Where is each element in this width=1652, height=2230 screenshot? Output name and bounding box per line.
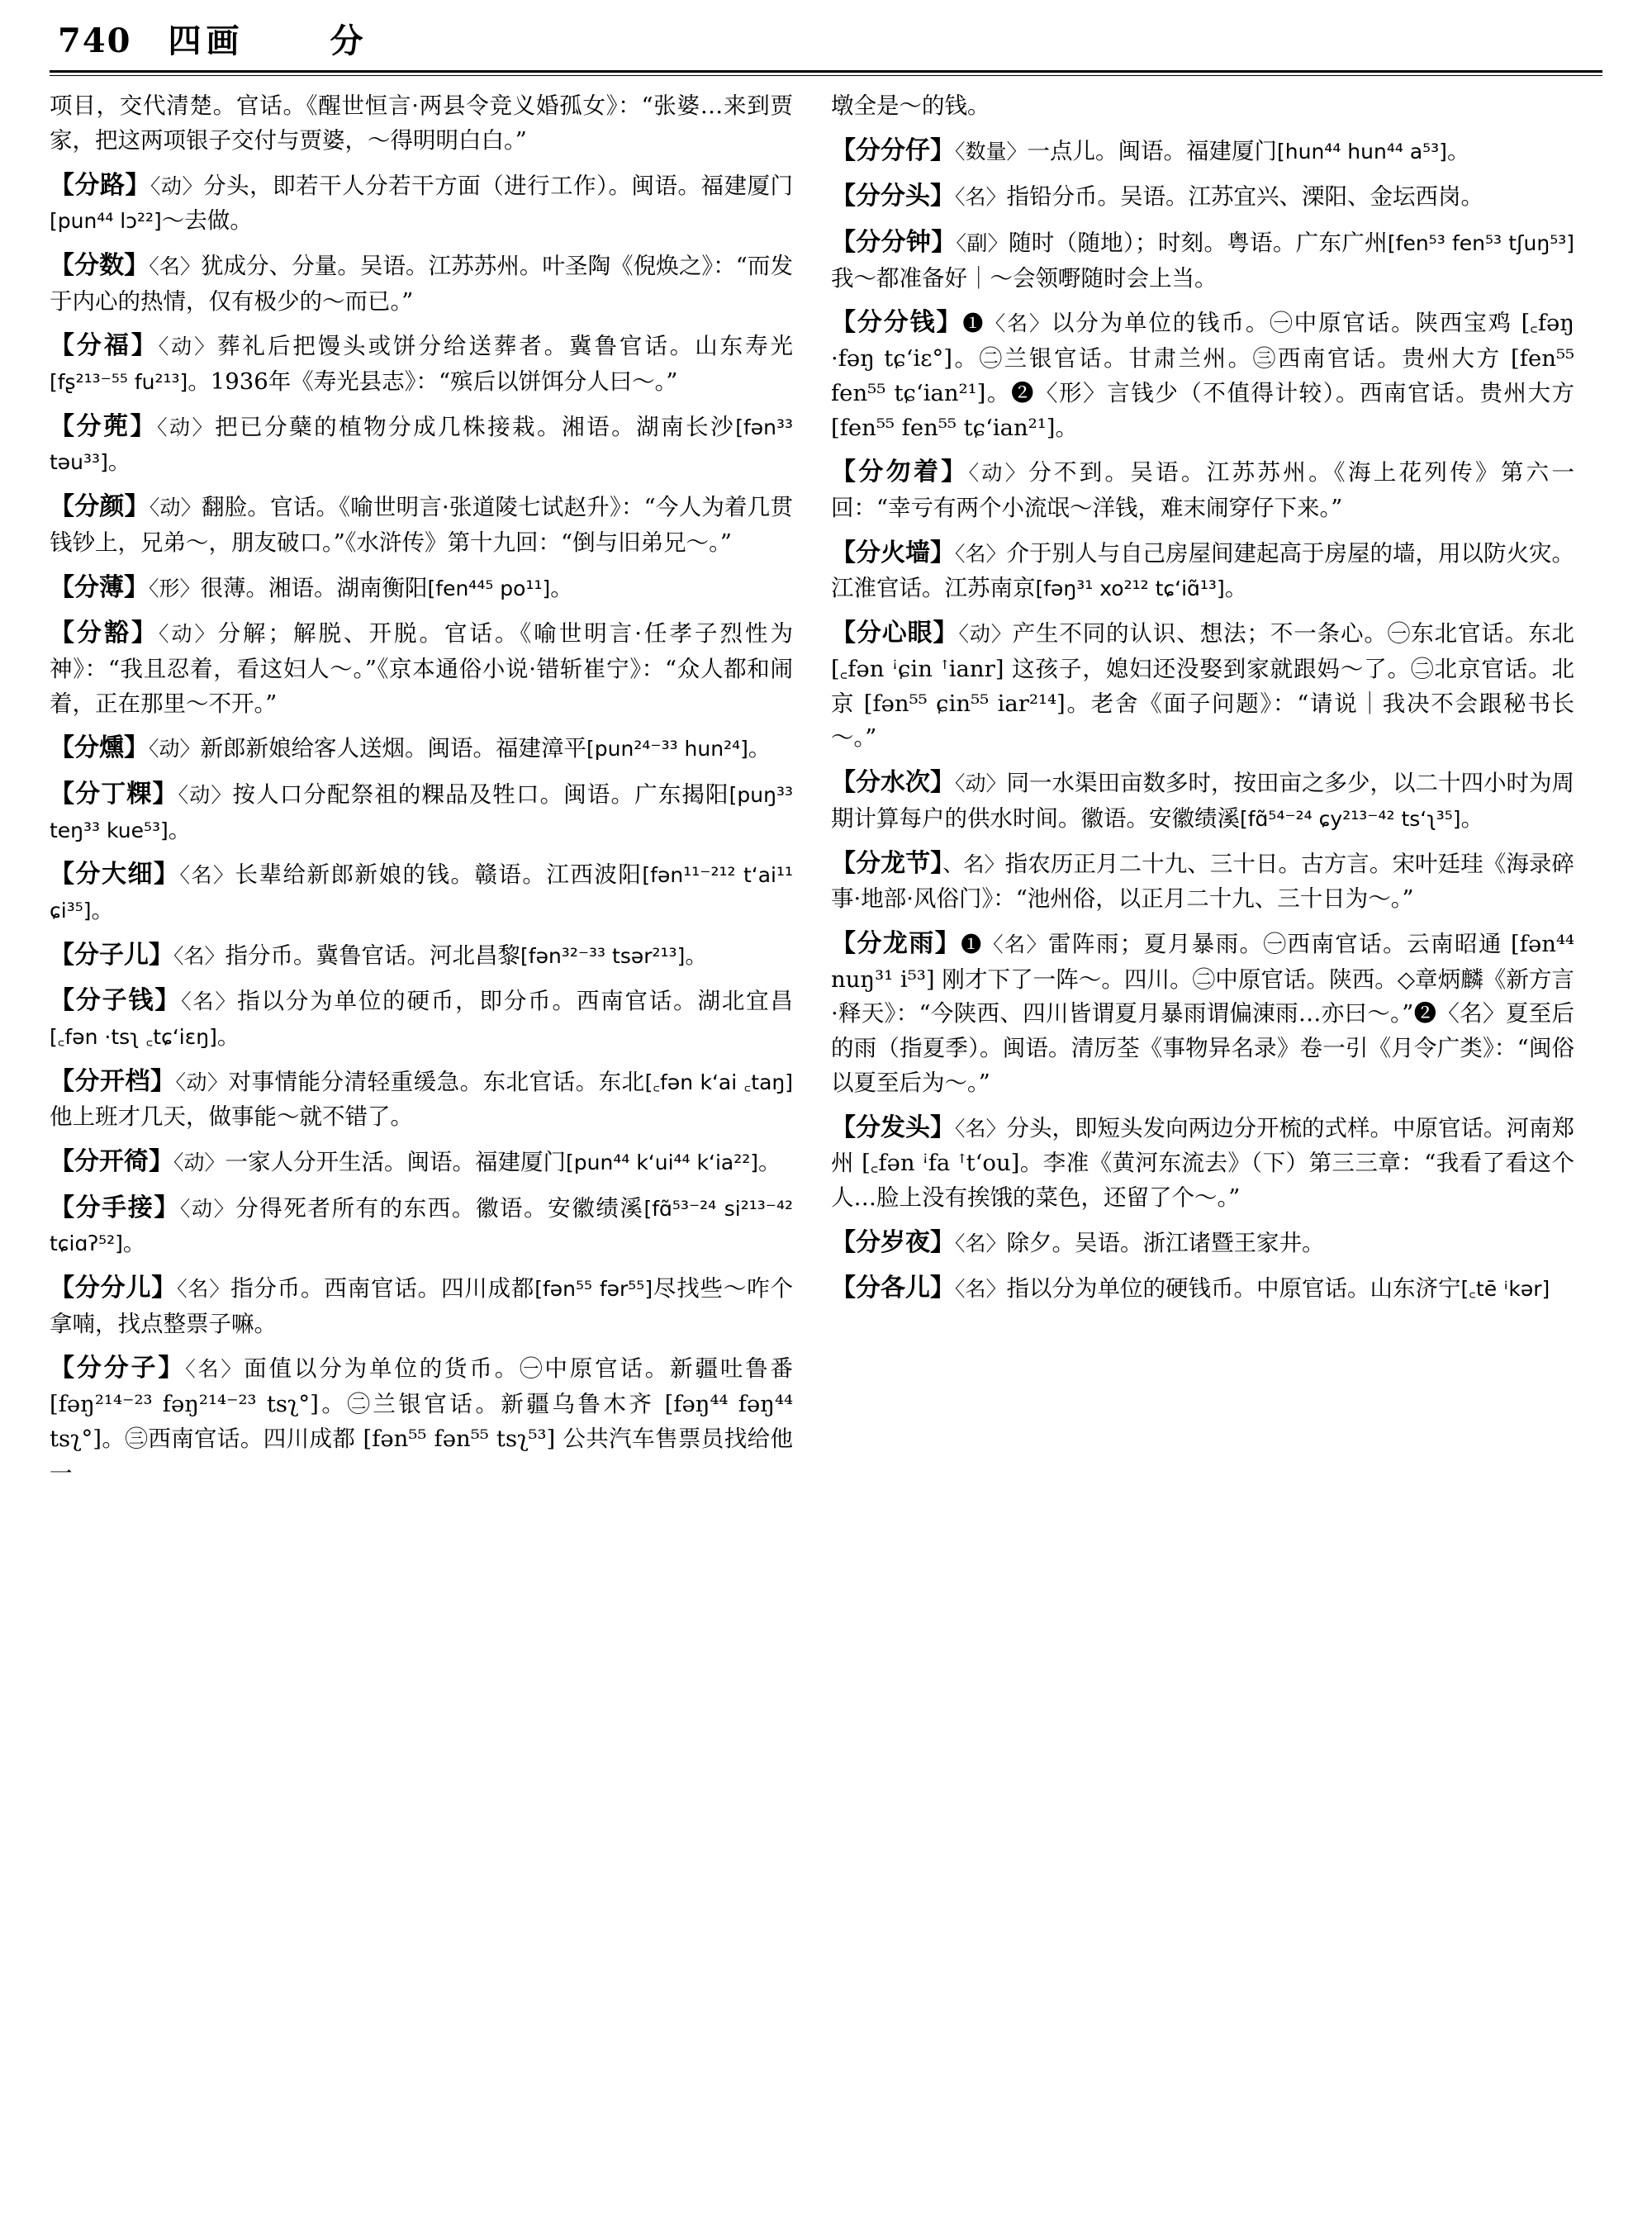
entry-ipa: [꜀fən ·tsʅ ꜀tɕʻiɛŋ]: [50, 1024, 217, 1049]
entry-pos: 〈动〉: [158, 334, 218, 359]
entry-pos: 〈动〉: [149, 496, 202, 520]
entry-headword: 【分颜】: [50, 492, 150, 522]
entry-pos: 、名〉: [942, 852, 1005, 876]
dictionary-entry: [50, 488, 793, 560]
entry-pos: 〈名〉: [185, 1357, 244, 1382]
entry-definition: 对事情能分清轻重缓急。东北官话。东北: [228, 1068, 645, 1095]
dictionary-entry: [50, 247, 793, 319]
entry-headword: 【分分儿】: [50, 1274, 178, 1303]
entry-pos: 〈动〉: [173, 1151, 225, 1175]
entry-definition: 新郎新娘给客人送烟。闽语。福建漳平: [200, 735, 587, 762]
entry-headword: 【分分子】: [50, 1354, 186, 1383]
entry-headword: 【分路】: [50, 170, 151, 200]
entry-ipa: [fən⁵⁵ fər⁵⁵]: [534, 1277, 653, 1302]
entry-example: 。1936年《寿光县志》：“殡后以饼饵分人曰～。”: [188, 368, 678, 395]
entry-ipa: [꜀fən kʻai ꜀taŋ]: [644, 1070, 794, 1094]
continuation-text: 项目，交代清楚。官话。《醒世恒言·两县令竞义婚孤女》：“张婆…来到贾家，把这两项银子交付与贾婆，～得明明白白。”: [50, 93, 793, 154]
continuation-text: 墩全是～的钱。: [831, 93, 990, 119]
entry-ipa: [fen⁵³ fen⁵³ tʃuŋ⁵³]: [1387, 230, 1574, 255]
dictionary-entry: [831, 764, 1574, 836]
dictionary-entry: [50, 569, 793, 607]
entry-example: 。: [550, 574, 573, 601]
entry-example: ～去做。: [161, 207, 253, 235]
entry-definition: 分解；解脱、开脱。官话。《喻世明言·任孝子烈性为神》：“我且忍着，看这妇人～。”《京本通俗小说·错斩崔宁》：“众人都和闹着，正在那里～不开。”: [50, 620, 793, 717]
dictionary-entry: [50, 167, 793, 239]
entry-ipa: [fən³²⁻³³ tsər²¹³]: [520, 943, 686, 968]
entry-pos: 〈动〉: [159, 622, 218, 647]
entry-definition: 一家人分开生活。闽语。福建厦门: [225, 1149, 567, 1176]
entry-pos: 〈动〉: [149, 737, 201, 762]
entry-example: 尽找些～咋个拿喃，找点整票子嘛。: [50, 1275, 794, 1337]
dictionary-entry: [50, 1269, 793, 1341]
entry-example: 。: [1460, 804, 1484, 832]
dictionary-entry: [50, 729, 793, 767]
entry-headword: 【分龙节】: [831, 848, 943, 878]
right-column: [831, 89, 1574, 2223]
entry-definition: 指分币。冀鲁官话。河北昌黎: [225, 942, 521, 969]
entry-pos: 〈副〉: [956, 230, 1009, 255]
entry-headword: 【分蔸】: [50, 411, 158, 441]
entry-definition: 雷阵雨；夏月暴雨。㊀西南官话。云南昭通 [fən⁴⁴ nuŋ³¹ i⁵³] 刚才下了一阵～。四川。㊁中原官话。陕西。◇章炳麟《新方言·释天》：“今陕西、四川皆谓夏月暴雨谓偏涷雨…亦曰～。”❷〈名〉夏至后的雨（指夏季）。闽语。清厉荃《事物异名录》卷一引《月令广类》：“闽俗以夏至后为～。”: [831, 930, 1574, 1096]
entry-example: 。: [107, 448, 131, 476]
entry-definition: 指以分为单位的硬钱币。中原官话。山东济宁: [1006, 1275, 1461, 1302]
entry-definition: 按人口分配祭祖的粿品及牲口。闽语。广东揭阳: [232, 780, 729, 808]
entry-example: 。: [1224, 575, 1248, 602]
entry-pos: 〈动〉: [958, 622, 1013, 647]
entry-headword: 【分子儿】: [50, 940, 173, 970]
entry-definition: 翻脸。官话。《喻世明言·张道陵七试赵升》：“今人为着几贯钱钞上，兄弟～，朋友破口。”《水浒传》第十九回：“倒与旧弟兄～。”: [50, 494, 793, 556]
entry-definition: 面值以分为单位的货币。㊀中原官话。新疆吐鲁番[fəŋ²¹⁴⁻²³ fəŋ²¹⁴⁻²³ tsʅ°]。㊁兰银官话。新疆乌鲁木齐 [fəŋ⁴⁴ fəŋ⁴⁴ tsʅ°]。㊂西南官话。四川成都 [fən⁵⁵ fən⁵⁵ tsʅ⁵³] 公共汽车售票员找给他一: [50, 1355, 794, 1487]
entry-definition: 同一水渠田亩数多时，按田亩之多少，以二十四小时为周期计算每户的供水时间。徽语。安徽绩溪: [831, 770, 1575, 832]
body-columns: [0, 76, 1652, 2223]
entry-headword: 【分开徛】: [50, 1147, 173, 1177]
entry-pos: 〈动〉: [968, 461, 1029, 486]
entry-headword: 【分豁】: [50, 619, 159, 648]
entry-pos: 〈名〉: [955, 1116, 1007, 1141]
dictionary-entry: [50, 1143, 793, 1181]
dictionary-entry: [831, 1224, 1574, 1262]
dictionary-entry: [50, 776, 793, 847]
entry-pos: 〈名〉: [173, 943, 225, 968]
entry-headword: 【分勿着】: [831, 458, 969, 487]
stroke-count: 四画: [168, 21, 244, 60]
entry-ipa: [fən³³ təu³³]: [50, 415, 794, 475]
dictionary-entry: [50, 327, 793, 399]
entry-definition: 指铅分币。吴语。江苏宜兴、溧阳、金坛西岗。: [1006, 183, 1484, 211]
entry-headword: 【分分仔】: [831, 135, 955, 165]
entry-example: 。: [216, 1022, 240, 1050]
entry-pos: 〈名〉: [955, 1231, 1007, 1255]
header-rule: [50, 70, 1602, 73]
dictionary-entry: [831, 925, 1574, 1101]
entry-example: 。: [1446, 137, 1470, 164]
entry-headword: 【分大细】: [50, 860, 180, 890]
entry-pos: ❶〈名〉: [961, 932, 1048, 956]
dictionary-entry: [50, 1189, 793, 1261]
entry-definition: 一点儿。闽语。福建厦门: [1027, 137, 1278, 164]
entry-definition: 指农历正月二十九、三十日。古方言。宋叶廷珪《海录碎事·地部·风俗门》：“池州俗，以正月二十九、三十日为～。”: [831, 850, 1574, 913]
dictionary-entry: [831, 1109, 1574, 1216]
entry-ipa: [hun⁴⁴ hun⁴⁴ a⁵³]: [1277, 139, 1447, 164]
entry-definition: 产生不同的认识、想法；不一条心。㊀东北官话。东北[꜀fən ꜞɕin ꜛianr] 这孩子，媳妇还没娶到家就跟妈～了。㊁北京官话。北京 [fən⁵⁵ ɕin⁵⁵ iar²¹⁴]。老舍《面子问题》：“请说｜我决不会跟秘书长～。”: [831, 620, 1574, 752]
entry-ipa: [pun⁴⁴ kʻui⁴⁴ kʻia²²]: [566, 1151, 759, 1175]
entry-headword: 【分开档】: [50, 1066, 176, 1096]
entry-pos: 〈名〉: [955, 1277, 1007, 1302]
entry-pos: 〈动〉: [150, 173, 204, 198]
entry-headword: 【分薄】: [50, 572, 149, 602]
dictionary-entry: [831, 453, 1574, 525]
entry-pos: 〈动〉: [179, 1196, 236, 1221]
entry-ipa: [fen⁴⁴⁵ po¹¹]: [427, 576, 551, 600]
dictionary-entry: [831, 178, 1574, 216]
entry-example: 。: [685, 942, 708, 969]
entry-example: 。: [748, 735, 771, 762]
entry-definition: 随时（随地）；时刻。粤语。广东广州: [1008, 229, 1388, 256]
page-header: [0, 0, 1652, 62]
dictionary-entry: [831, 845, 1574, 917]
entry-pos: 〈名〉: [177, 1277, 231, 1302]
entry-example: 。: [91, 896, 114, 923]
entry-headword: 【分龙雨】: [831, 928, 961, 958]
entry-example: 。: [122, 1230, 146, 1257]
entry-pos: 〈动〉: [178, 782, 233, 807]
dictionary-entry: [831, 304, 1574, 445]
entry-ipa: [fɑ̃⁵³⁻²⁴ si²¹³⁻⁴² tɕiɑʔ⁵²]: [50, 1196, 794, 1256]
entry-pos: 〈名〉: [149, 254, 201, 278]
entry-definition: 以分为单位的钱币。㊀中原官话。陕西宝鸡 [꜀fəŋ ·fəŋ tɕʻiɛ°]。㊁兰银官话。甘肃兰州。㊂西南官话。贵州大方 [fen⁵⁵ fen⁵⁵ tɕʻian²¹]。❷〈形〉言钱少（不值得计较）。西南官话。贵州大方 [fen⁵⁵ fen⁵⁵ tɕʻian²¹]。: [831, 310, 1574, 441]
entry-pos: 〈名〉: [181, 989, 238, 1014]
entry-pos: 〈名〉: [179, 863, 235, 888]
entry-pos: 〈数量〉: [955, 139, 1028, 164]
entry-headword: 【分手接】: [50, 1193, 180, 1222]
entry-definition: 介于别人与自己房屋间建起高于房屋的墙，用以防火灾。江淮官话。江苏南京: [831, 539, 1575, 602]
entry-headword: 【分分头】: [831, 182, 955, 211]
dictionary-entry: [50, 937, 793, 975]
dictionary-entry: [50, 856, 793, 928]
dictionary-entry: [50, 1350, 793, 1491]
dictionary-entry: [50, 408, 793, 480]
entry-definition: 很薄。湘语。湖南衡阳: [200, 574, 428, 601]
dictionary-entry: [831, 534, 1574, 606]
entry-headword: 【分丁粿】: [50, 779, 178, 809]
entry-headword: 【分燻】: [50, 733, 149, 763]
entry-ipa: [pun²⁴⁻³³ hun²⁴]: [586, 737, 748, 762]
entry-definition: 指分币。西南官话。四川成都: [230, 1275, 535, 1302]
entry-headword: 【分福】: [50, 331, 159, 361]
entry-pos: 〈动〉: [175, 1070, 229, 1094]
entry-headword: 【分分钱】: [831, 308, 963, 338]
entry-pos: 〈动〉: [955, 771, 1007, 796]
entry-definition: 分得死者所有的东西。徽语。安徽绩溪: [235, 1194, 644, 1222]
dictionary-entry: [831, 614, 1574, 756]
entry-example: 我～都准备好｜～会领嘢随时会上当。: [831, 264, 1218, 292]
entry-definition: 把已分蘖的植物分成几株接栽。湘语。湖南长沙: [215, 413, 736, 440]
entry-example: 。: [168, 816, 192, 843]
dictionary-entry: [831, 132, 1574, 170]
entry-pos: 〈名〉: [955, 541, 1007, 566]
entry-definition: 除夕。吴语。浙江诸暨王家井。: [1006, 1229, 1325, 1256]
entry-example: 他上班才几天，做事能～就不错了。: [50, 1103, 413, 1131]
entry-ipa: [fɑ̃⁵⁴⁻²⁴ ɕy²¹³⁻⁴² tsʻʅ³⁵]: [1240, 806, 1461, 831]
entry-ipa: [puŋ³³ teŋ³³ kue⁵³]: [50, 782, 793, 842]
entry-ipa: [fən¹¹⁻²¹² tʻai¹¹ ɕi³⁵]: [50, 863, 794, 923]
entry-headword: 【分心眼】: [831, 619, 959, 648]
entry-ipa: [꜀tē ꜞkər]: [1460, 1277, 1550, 1302]
dictionary-entry: [50, 1063, 793, 1135]
entry-pos: ❶〈名〉: [962, 311, 1051, 336]
entry-ipa: [fəŋ³¹ xo²¹² tɕʻiɑ̃¹³]: [1035, 576, 1225, 601]
entry-definition: 分头，即短头发向两边分开梳的式样。中原官话。河南郑州 [꜀fən ꜞfa ꜛtʻou]。李准《黄河东流去》（下）第三三章：“我看了看这个人…脸上没有挨饿的菜色，还留了个～。”: [831, 1114, 1575, 1212]
dictionary-entry: [50, 614, 793, 721]
radical-char: 分: [330, 21, 365, 60]
entry-definition: 长辈给新郎新娘的钱。赣语。江西波阳: [235, 861, 643, 889]
entry-headword: 【分水次】: [831, 768, 955, 798]
entry-headword: 【分岁夜】: [831, 1227, 955, 1257]
page-number: 740: [58, 21, 132, 60]
entry-definition: 指以分为单位的硬币，即分币。西南官话。湖北宜昌: [237, 988, 793, 1015]
entry-headword: 【分各儿】: [831, 1274, 955, 1303]
left-column: [50, 89, 793, 2223]
entry-headword: 【分火墙】: [831, 538, 955, 567]
entry-definition: 葬礼后把馒头或饼分给送葬者。冀鲁官话。山东寿光: [217, 333, 794, 360]
entry-headword: 【分发头】: [831, 1113, 955, 1142]
entry-definition: 分不到。吴语。江苏苏州。《海上花列传》第六一回：“幸亏有两个小流氓～洋钱，难末闹穿仔下来。”: [831, 459, 1574, 521]
entry-headword: 【分分钟】: [831, 227, 957, 257]
entry-example: 。: [758, 1149, 781, 1176]
dictionary-entry: [831, 224, 1574, 296]
entry-headword: 【分子钱】: [50, 986, 182, 1016]
dictionary-entry: [831, 1269, 1574, 1307]
entry-pos: 〈形〉: [149, 576, 201, 600]
entry-pos: 〈动〉: [157, 415, 216, 439]
entry-ipa: [fʂ²¹³⁻⁵⁵ fu²¹³]: [50, 369, 188, 394]
entry-pos: 〈名〉: [955, 185, 1007, 210]
entry-definition: 犹成分、分量。吴语。江苏苏州。叶圣陶《倪焕之》：“而发于内心的热情，仅有极少的～而已。”: [50, 252, 793, 315]
entry-definition: 分头，即若干人分若干方面（进行工作）。闽语。福建厦门: [203, 172, 793, 199]
dictionary-entry: [50, 982, 793, 1054]
entry-ipa: [pun⁴⁴ lɔ²²]: [50, 209, 162, 234]
entry-headword: 【分数】: [50, 250, 150, 280]
